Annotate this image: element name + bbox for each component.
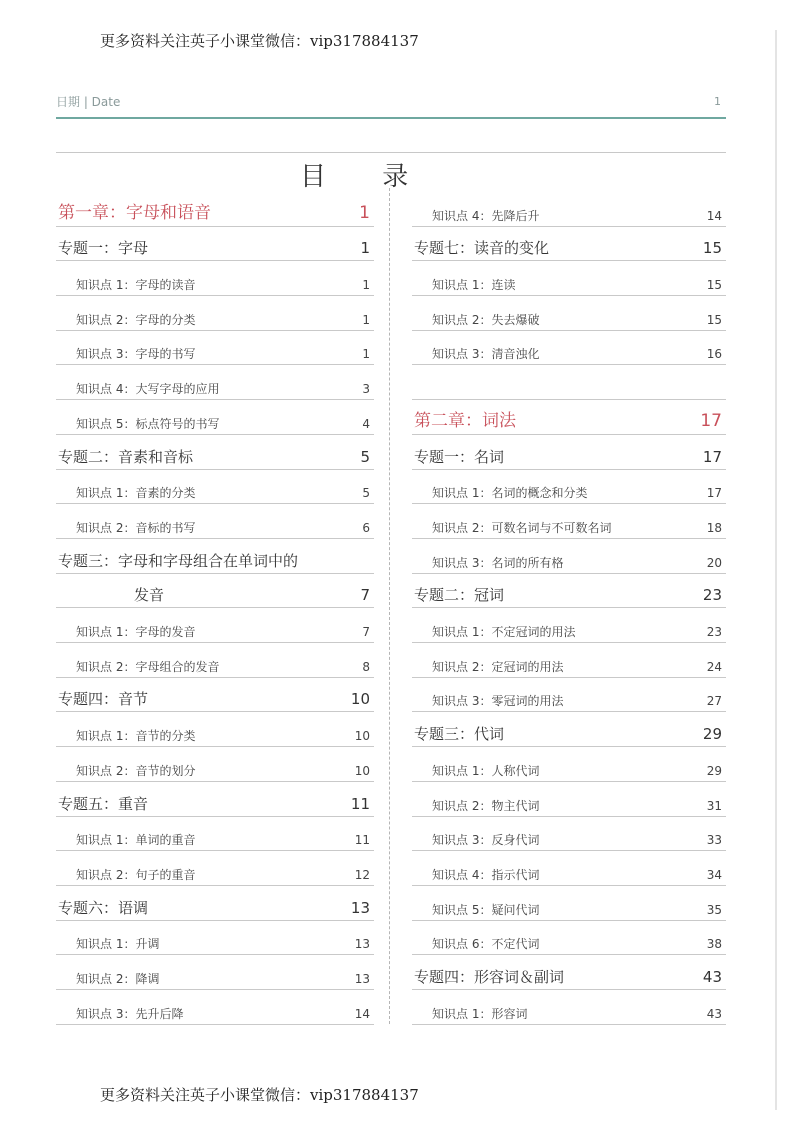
toc-entry-title: 知识点 2：失去爆破 <box>432 312 540 327</box>
toc-entry-title: 知识点 1：音素的分类 <box>76 486 196 501</box>
toc-entry[interactable] <box>56 261 374 296</box>
toc-entry[interactable] <box>412 990 726 1025</box>
toc-entry[interactable] <box>56 713 374 748</box>
toc-entry[interactable] <box>412 470 726 505</box>
toc-entry-page: 10 <box>354 763 370 778</box>
toc-entry-title: 专题三：代词 <box>414 725 505 744</box>
toc-entry-title: 知识点 6：不定代词 <box>432 937 540 952</box>
toc-entry-title: 第一章：字母和语音 <box>58 202 211 223</box>
toc-entry-title: 知识点 4：大写字母的应用 <box>76 382 220 397</box>
toc-entry-page: 31 <box>706 798 722 813</box>
toc-entry-title: 专题一：名词 <box>414 447 505 466</box>
toc-entry[interactable] <box>56 331 374 366</box>
toc-entry-page: 43 <box>706 1006 722 1021</box>
toc-entry-title: 知识点 1：不定冠词的用法 <box>432 625 576 640</box>
toc-entry-page: 14 <box>354 1006 370 1021</box>
toc-entry-page: 7 <box>360 586 370 605</box>
toc-entry[interactable] <box>412 643 726 678</box>
toc-entry-title: 第二章：词法 <box>414 410 516 431</box>
toc-entry[interactable] <box>56 608 374 643</box>
toc-entry[interactable] <box>56 366 374 401</box>
toc-entry-title: 知识点 3：清音浊化 <box>432 347 540 362</box>
toc-title: 目 录 <box>300 162 433 192</box>
toc-entry-page: 17 <box>700 410 722 431</box>
toc-entry[interactable] <box>412 678 726 713</box>
toc-entry-page: 17 <box>706 486 722 501</box>
toc-entry[interactable] <box>412 331 726 366</box>
toc-entry-title: 知识点 2：字母的分类 <box>76 312 196 327</box>
toc-entry-page: 3 <box>362 382 370 397</box>
toc-entry[interactable] <box>56 955 374 990</box>
toc-entry-title: 知识点 5：疑问代词 <box>432 902 540 917</box>
toc-entry[interactable] <box>412 817 726 852</box>
toc-entry-page: 1 <box>360 239 370 258</box>
header-rule <box>56 117 726 119</box>
toc-entry[interactable] <box>412 435 726 470</box>
toc-entry-page: 1 <box>362 347 370 362</box>
toc-entry-title: 知识点 3：零冠词的用法 <box>432 694 564 709</box>
toc-entry-title: 专题四：形容词＆副词 <box>414 968 565 987</box>
toc-entry[interactable] <box>56 782 374 817</box>
toc-entry[interactable] <box>412 886 726 921</box>
toc-entry-title: 知识点 2：定冠词的用法 <box>432 659 564 674</box>
toc-entry-title: 知识点 1：连读 <box>432 278 516 293</box>
toc-entry[interactable] <box>412 504 726 539</box>
toc-entry[interactable] <box>412 747 726 782</box>
toc-entry[interactable] <box>56 192 374 227</box>
toc-entry-page: 4 <box>362 416 370 431</box>
toc-entry[interactable] <box>56 643 374 678</box>
toc-entry-title: 知识点 2：可数名词与不可数名词 <box>432 520 612 535</box>
toc-entry[interactable] <box>56 678 374 713</box>
toc-entry-title: 知识点 2：句子的重音 <box>76 867 196 882</box>
toc-entry[interactable] <box>56 435 374 470</box>
toc-entry-title: 知识点 1：形容词 <box>432 1006 528 1021</box>
toc-entry[interactable] <box>56 574 374 609</box>
toc-entry-page: 23 <box>706 625 722 640</box>
toc-entry[interactable] <box>56 539 374 574</box>
toc-entry-title: 知识点 2：音节的划分 <box>76 763 196 778</box>
date-label: 日期 | Date <box>56 95 121 109</box>
toc-entry-page: 35 <box>706 902 722 917</box>
toc-entry[interactable] <box>412 227 726 262</box>
toc-entry-title: 发音 <box>134 586 165 605</box>
page-edge <box>775 30 777 1110</box>
toc-entry-title: 知识点 5：标点符号的书写 <box>76 416 220 431</box>
toc-entry-page: 24 <box>706 659 722 674</box>
toc-entry-page: 5 <box>360 447 370 466</box>
toc-entry-title: 知识点 3：名词的所有格 <box>432 555 564 570</box>
toc-entry-page: 10 <box>350 690 370 709</box>
toc-entry-page: 33 <box>706 833 722 848</box>
toc-entry-title: 知识点 1：升调 <box>76 937 160 952</box>
toc-entry[interactable] <box>56 921 374 956</box>
toc-entry-title: 知识点 1：单词的重音 <box>76 833 196 848</box>
toc-entry-title: 专题五：重音 <box>58 794 149 813</box>
toc-entry[interactable] <box>412 366 726 401</box>
toc-entry-page: 5 <box>362 486 370 501</box>
toc-entry[interactable] <box>56 886 374 921</box>
toc-entry[interactable] <box>412 539 726 574</box>
toc-entry-title: 专题四：音节 <box>58 690 149 709</box>
toc-entry-title: 知识点 2：字母组合的发音 <box>76 659 220 674</box>
toc-entry-page: 1 <box>359 202 370 223</box>
toc-entry[interactable] <box>56 747 374 782</box>
toc-entry-title: 专题二：冠词 <box>414 586 505 605</box>
toc-entry[interactable] <box>56 817 374 852</box>
page-number: 1 <box>714 95 721 108</box>
toc-entry-title: 知识点 4：指示代词 <box>432 867 540 882</box>
toc-entry[interactable] <box>56 400 374 435</box>
toc-entry-page: 17 <box>702 447 722 466</box>
toc-entry-title: 知识点 3：字母的书写 <box>76 347 196 362</box>
watermark-top: 更多资料关注英子小课堂微信：vip317884137 <box>100 32 419 50</box>
toc-entry-page: 20 <box>706 555 722 570</box>
toc-entry-page: 15 <box>702 239 722 258</box>
toc-entry[interactable] <box>412 608 726 643</box>
toc-entry-title: 知识点 2：降调 <box>76 972 160 987</box>
toc-entry-title: 专题二：音素和音标 <box>58 447 194 466</box>
toc-entry[interactable] <box>412 400 726 435</box>
toc-entry-title: 专题一：字母 <box>58 239 149 258</box>
toc-entry-page: 12 <box>354 867 370 882</box>
toc-entry-title: 知识点 1：名词的概念和分类 <box>432 486 588 501</box>
toc-entry[interactable] <box>56 470 374 505</box>
toc-entry-page: 15 <box>706 278 722 293</box>
toc-entry-title: 知识点 1：字母的读音 <box>76 278 196 293</box>
toc-entry-page: 8 <box>362 659 370 674</box>
toc-entry[interactable] <box>412 851 726 886</box>
toc-entry-page: 29 <box>706 763 722 778</box>
toc-entry-title: 知识点 4：先降后升 <box>432 208 540 223</box>
toc-entry-title: 知识点 1：字母的发音 <box>76 625 196 640</box>
toc-entry[interactable] <box>412 782 726 817</box>
toc-entry-title: 知识点 3：反身代词 <box>432 833 540 848</box>
toc-entry-page: 7 <box>362 625 370 640</box>
toc-entry[interactable] <box>56 851 374 886</box>
toc-entry-page: 13 <box>354 937 370 952</box>
toc-entry-page: 6 <box>362 520 370 535</box>
toc-entry-title: 专题七：读音的变化 <box>414 239 550 258</box>
toc-entry-page: 11 <box>350 794 370 813</box>
toc-entry[interactable] <box>56 296 374 331</box>
toc-entry-page: 15 <box>706 312 722 327</box>
toc-entry-page: 16 <box>706 347 722 362</box>
toc-entry-page: 11 <box>354 833 370 848</box>
toc-entry-page: 1 <box>362 278 370 293</box>
toc-entry-title: 知识点 1：人称代词 <box>432 763 540 778</box>
toc-entry[interactable] <box>56 227 374 262</box>
column-divider <box>389 188 390 1024</box>
toc-entry-title: 专题六：语调 <box>58 898 149 917</box>
toc-entry-title: 专题三：字母和字母组合在单词中的 <box>58 551 299 570</box>
toc-entry[interactable] <box>56 990 374 1025</box>
toc-entry-title: 知识点 1：音节的分类 <box>76 729 196 744</box>
toc-entry-page: 1 <box>362 312 370 327</box>
toc-entry-title: 知识点 2：物主代词 <box>432 798 540 813</box>
toc-entry-page: 38 <box>706 937 722 952</box>
toc-entry[interactable] <box>412 261 726 296</box>
toc-entry-page: 13 <box>354 972 370 987</box>
toc-entry-page: 23 <box>702 586 722 605</box>
toc-entry-page: 43 <box>702 968 722 987</box>
toc-entry[interactable] <box>412 713 726 748</box>
toc-entry-page: 27 <box>706 694 722 709</box>
toc-entry[interactable] <box>412 955 726 990</box>
toc-entry[interactable] <box>412 192 726 227</box>
toc-entry-page: 13 <box>350 898 370 917</box>
toc-entry-title: 知识点 3：先升后降 <box>76 1006 184 1021</box>
toc-entry[interactable] <box>412 296 726 331</box>
toc-entry-page: 14 <box>706 208 722 223</box>
title-rule <box>56 152 726 153</box>
toc-entry[interactable] <box>56 504 374 539</box>
toc-entry-page: 10 <box>354 729 370 744</box>
toc-entry[interactable] <box>412 574 726 609</box>
watermark-bottom: 更多资料关注英子小课堂微信：vip317884137 <box>100 1086 419 1104</box>
toc-entry[interactable] <box>412 921 726 956</box>
toc-entry-page: 34 <box>706 867 722 882</box>
toc-entry-page: 18 <box>706 520 722 535</box>
toc-entry-title: 知识点 2：音标的书写 <box>76 520 196 535</box>
toc-entry-page: 29 <box>702 725 722 744</box>
